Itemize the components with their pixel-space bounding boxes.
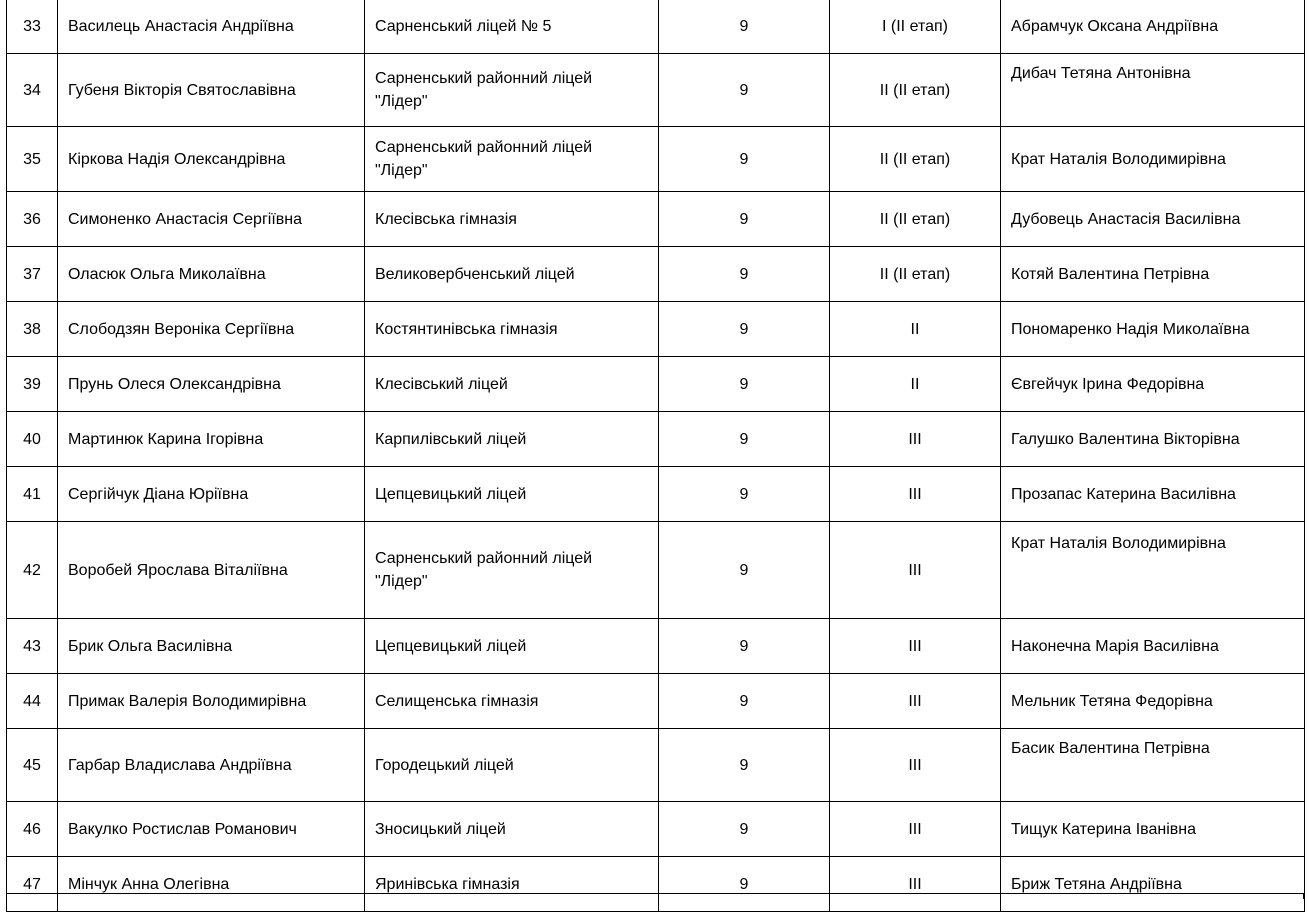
grade-cell: 9 — [659, 857, 830, 912]
grade-cell: 9 — [659, 357, 830, 412]
student-name: Воробей Ярослава Віталіївна — [58, 522, 365, 619]
grade-cell: 9 — [659, 247, 830, 302]
place-cell: II (II етап) — [830, 247, 1001, 302]
table-row — [7, 467, 1305, 522]
student-name: Брик Ольга Василівна — [58, 619, 365, 674]
place-cell: II — [830, 302, 1001, 357]
place-cell: II (II етап) — [830, 54, 1001, 127]
school-name: Сарненський районний ліцей "Лідер" — [365, 522, 659, 619]
student-name: Мартинюк Карина Ігорівна — [58, 412, 365, 467]
student-name: Прунь Олеся Олександрівна — [58, 357, 365, 412]
table-row — [7, 674, 1305, 729]
table-row — [7, 127, 1305, 192]
teacher-name: Бриж Тетяна Андріївна — [1001, 857, 1305, 912]
grade-cell: 9 — [659, 802, 830, 857]
school-name: Сарненський районний ліцей "Лідер" — [365, 127, 659, 192]
grade-cell: 9 — [659, 302, 830, 357]
row-number: 34 — [7, 54, 58, 127]
student-name: Мінчук Анна Олегівна — [58, 857, 365, 912]
row-number: 40 — [7, 412, 58, 467]
row-number: 33 — [7, 0, 58, 54]
student-name: Симоненко Анастасія Сергіївна — [58, 192, 365, 247]
school-name: Клесівський ліцей — [365, 357, 659, 412]
place-cell: III — [830, 729, 1001, 802]
row-number: 43 — [7, 619, 58, 674]
grade-cell: 9 — [659, 0, 830, 54]
results-table — [6, 0, 1305, 912]
teacher-name: Мельник Тетяна Федорівна — [1001, 674, 1305, 729]
school-name: Цепцевицький ліцей — [365, 619, 659, 674]
place-cell: III — [830, 857, 1001, 912]
place-cell: III — [830, 619, 1001, 674]
row-number: 37 — [7, 247, 58, 302]
table-row — [7, 247, 1305, 302]
grade-cell: 9 — [659, 522, 830, 619]
grade-cell: 9 — [659, 412, 830, 467]
teacher-name: Котяй Валентина Петрівна — [1001, 247, 1305, 302]
place-cell: II (II етап) — [830, 127, 1001, 192]
place-cell: III — [830, 674, 1001, 729]
grade-cell: 9 — [659, 467, 830, 522]
place-cell: III — [830, 802, 1001, 857]
school-name: Сарненський ліцей № 5 — [365, 0, 659, 54]
table-row — [7, 54, 1305, 127]
student-name: Василець Анастасія Андріївна — [58, 0, 365, 54]
table-row — [7, 729, 1305, 802]
row-number: 42 — [7, 522, 58, 619]
place-cell: III — [830, 467, 1001, 522]
student-name: Вакулко Ростислав Романович — [58, 802, 365, 857]
school-name: Яринівська гімназія — [365, 857, 659, 912]
school-name: Цепцевицький ліцей — [365, 467, 659, 522]
place-cell: III — [830, 412, 1001, 467]
grade-cell: 9 — [659, 127, 830, 192]
student-name: Слободзян Вероніка Сергіївна — [58, 302, 365, 357]
teacher-name: Крат Наталія Володимирівна — [1001, 127, 1305, 192]
teacher-name: Крат Наталія Володимирівна — [1001, 522, 1305, 619]
teacher-name: Дубовець Анастасія Василівна — [1001, 192, 1305, 247]
grade-cell: 9 — [659, 729, 830, 802]
place-cell: II (II етап) — [830, 192, 1001, 247]
table-row — [7, 802, 1305, 857]
grade-cell: 9 — [659, 54, 830, 127]
school-name: Костянтинівська гімназія — [365, 302, 659, 357]
row-number: 44 — [7, 674, 58, 729]
place-cell: I (II етап) — [830, 0, 1001, 54]
row-number: 46 — [7, 802, 58, 857]
teacher-name: Галушко Валентина Вікторівна — [1001, 412, 1305, 467]
student-name: Кіркова Надія Олександрівна — [58, 127, 365, 192]
table-row — [7, 357, 1305, 412]
row-number: 41 — [7, 467, 58, 522]
row-number: 35 — [7, 127, 58, 192]
place-cell: II — [830, 357, 1001, 412]
school-name: Селищенська гімназія — [365, 674, 659, 729]
grade-cell: 9 — [659, 619, 830, 674]
teacher-name: Наконечна Марія Василівна — [1001, 619, 1305, 674]
next-row-border — [6, 893, 1304, 899]
teacher-name: Абрамчук Оксана Андріївна — [1001, 0, 1305, 54]
teacher-name: Тищук Катерина Іванівна — [1001, 802, 1305, 857]
student-name: Сергійчук Діана Юріївна — [58, 467, 365, 522]
teacher-name: Дибач Тетяна Антонівна — [1001, 54, 1305, 127]
row-number: 39 — [7, 357, 58, 412]
grade-cell: 9 — [659, 192, 830, 247]
student-name: Гарбар Владислава Андріївна — [58, 729, 365, 802]
school-name: Клесівська гімназія — [365, 192, 659, 247]
table-row — [7, 857, 1305, 912]
teacher-name: Басик Валентина Петрівна — [1001, 729, 1305, 802]
student-name: Оласюк Ольга Миколаївна — [58, 247, 365, 302]
school-name: Зносицький ліцей — [365, 802, 659, 857]
row-number: 45 — [7, 729, 58, 802]
table-row — [7, 192, 1305, 247]
row-number: 38 — [7, 302, 58, 357]
school-name: Карпилівський ліцей — [365, 412, 659, 467]
row-number: 47 — [7, 857, 58, 912]
school-name: Сарненський районний ліцей "Лідер" — [365, 54, 659, 127]
teacher-name: Пономаренко Надія Миколаївна — [1001, 302, 1305, 357]
student-name: Примак Валерія Володимирівна — [58, 674, 365, 729]
table-row — [7, 302, 1305, 357]
table-row — [7, 412, 1305, 467]
grade-cell: 9 — [659, 674, 830, 729]
table-row — [7, 0, 1305, 54]
row-number: 36 — [7, 192, 58, 247]
table-row — [7, 522, 1305, 619]
student-name: Губеня Вікторія Святославівна — [58, 54, 365, 127]
school-name: Городецький ліцей — [365, 729, 659, 802]
teacher-name: Прозапас Катерина Василівна — [1001, 467, 1305, 522]
place-cell: III — [830, 522, 1001, 619]
table-row — [7, 619, 1305, 674]
teacher-name: Євгейчук Ірина Федорівна — [1001, 357, 1305, 412]
school-name: Великовербченський ліцей — [365, 247, 659, 302]
